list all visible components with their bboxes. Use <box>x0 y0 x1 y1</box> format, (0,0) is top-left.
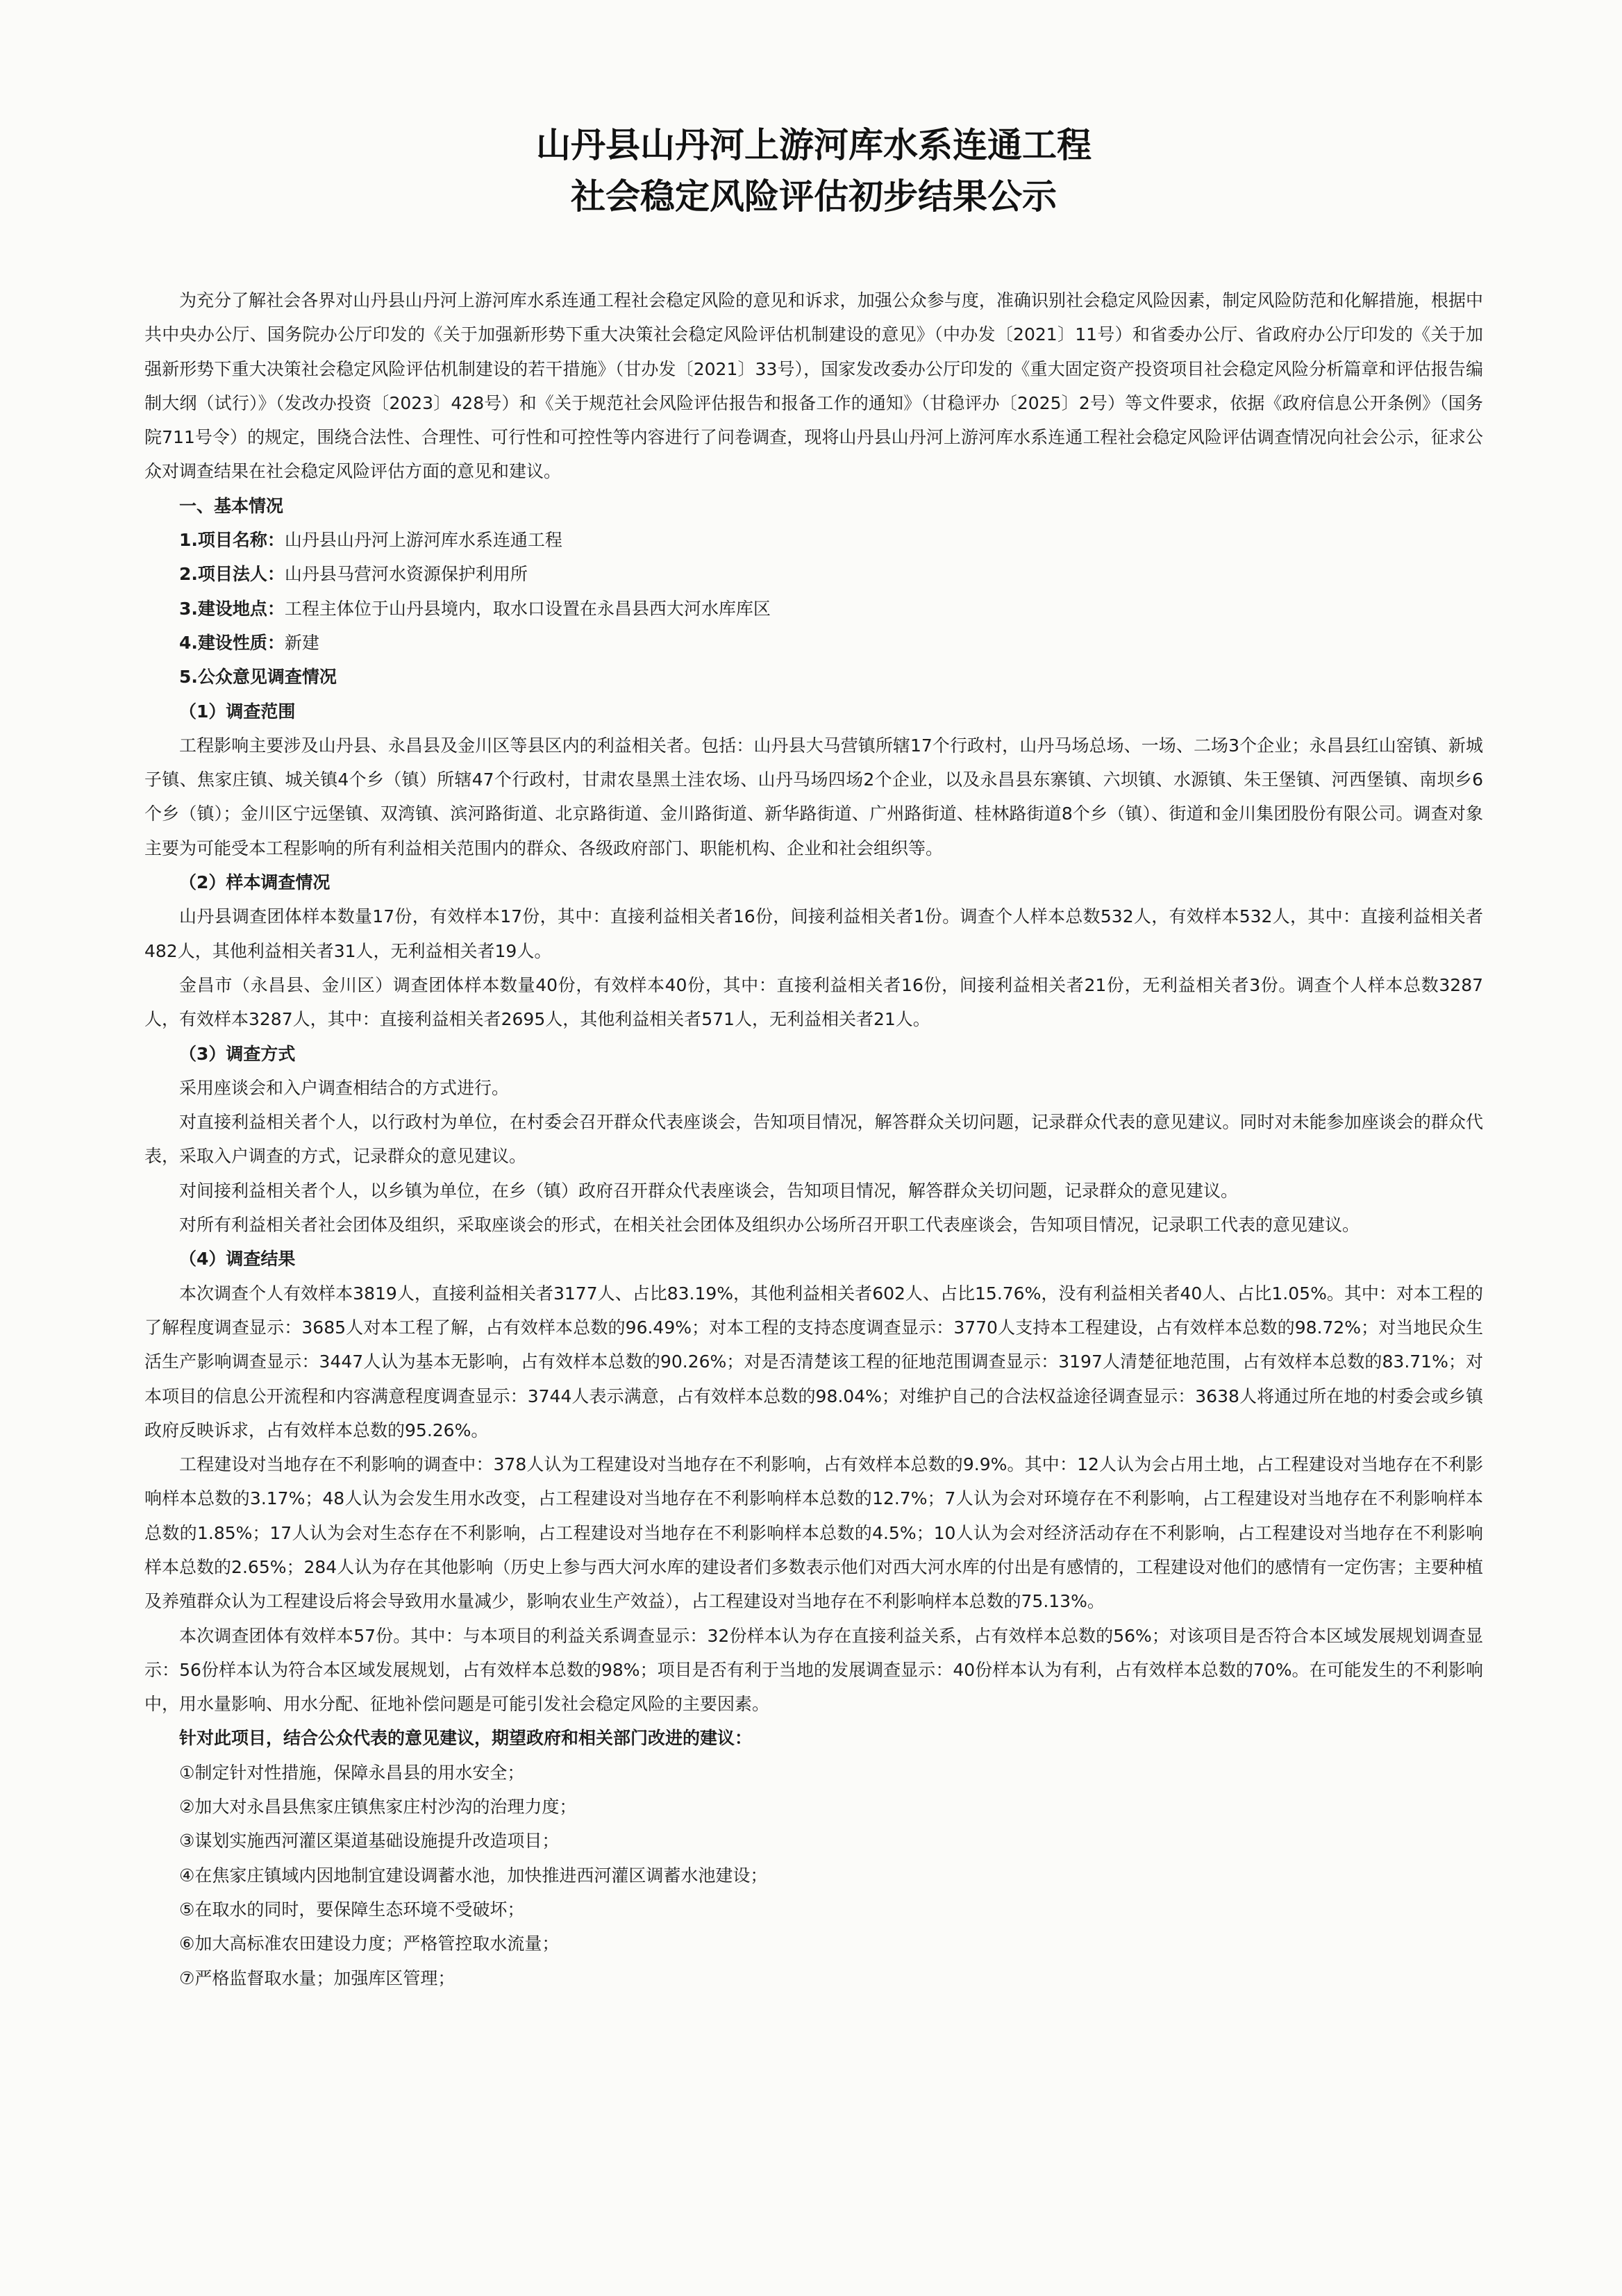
document-body <box>144 283 1483 1995</box>
info-label: 3.建设地点： <box>179 598 285 619</box>
sample-heading: （2）样本调查情况 <box>179 872 331 893</box>
info-value: 工程主体位于山丹县境内，取水口设置在永昌县西大河水库库区 <box>284 598 771 619</box>
info-value: 新建 <box>284 632 319 653</box>
result-paragraph-1: 本次调查个人有效样本3819人，直接利益相关者3177人、占比83.19%，其他利益相关者602人、占比15.76%，没有利益相关者40人、占比1.05%。其中：对本工程的了解程度调查显示：3685人对本工程了解，占有效样本总数的96.49%；对本工程的支持态度调查显示：3770人支持本工程建设，占有效样本总数的98.72%；对当地民众生活生产影响调查显示：3447人认为基本无影响，占有效样本总数的90.26%；对是否清楚该工程的征地范围调查显示：3197人清楚征地范围，占有效样本总数的83.71%；对本项目的信息公开流程和内容满意程度调查显示：3744人表示满意，占有效样本总数的98.04%；对维护自己的合法权益途径调查显示：3638人将通过所在地的村委会或乡镇政府反映诉求，占有效样本总数的95.26%。 <box>144 1283 1483 1440</box>
info-nature <box>144 626 1483 660</box>
suggestion-item: ④在焦家庄镇域内因地制宜建设调蓄水池，加快推进西河灌区调蓄水池建设； <box>179 1865 768 1886</box>
info-project-owner <box>144 557 1483 591</box>
scope-paragraph: 工程影响主要涉及山丹县、永昌县及金川区等县区内的利益相关者。包括：山丹县大马营镇所辖17个行政村，山丹马场总场、一场、二场3个企业；永昌县红山窑镇、新城子镇、焦家庄镇、城关镇4个乡（镇）所辖47个行政村，甘肃农垦黑土洼农场、山丹马场四场2个企业，以及永昌县东寨镇、六坝镇、水源镇、朱王堡镇、河西堡镇、南坝乡6个乡（镇）；金川区宁远堡镇、双湾镇、滨河路街道、北京路街道、金川路街道、新华路街道、广州路街道、桂林路街道8个乡（镇）、街道和金川集团股份有限公司。调查对象主要为可能受本工程影响的所有利益相关范围内的群众、各级政府部门、职能机构、企业和社会组织等。 <box>144 735 1483 858</box>
suggestions-lead: 针对此项目，结合公众代表的意见建议，期望政府和相关部门改进的建议： <box>179 1728 753 1749</box>
method-paragraph-1: 采用座谈会和入户调查相结合的方式进行。 <box>179 1077 510 1098</box>
method-paragraph-2: 对直接利益相关者个人，以行政村为单位，在村委会召开群众代表座谈会，告知项目情况，解答群众关切问题，记录群众代表的意见建议。同时对未能参加座谈会的群众代表，采取入户调查的方式，记录群众的意见建议。 <box>144 1112 1483 1167</box>
title-block <box>144 119 1483 222</box>
info-label: 1.项目名称： <box>179 530 285 551</box>
suggestion-item: ③谋划实施西河灌区渠道基础设施提升改造项目； <box>179 1831 560 1852</box>
info-label: 4.建设性质： <box>179 632 285 653</box>
result-paragraph-3: 本次调查团体有效样本57份。其中：与本项目的利益关系调查显示：32份样本认为存在直接利益关系，占有效样本总数的56%；对该项目是否符合本区域发展规划调查显示：56份样本认为符合本区域发展规划，占有效样本总数的98%；项目是否有利于当地的发展调查显示：40份样本认为有利，占有效样本总数的70%。在可能发生的不利影响中，用水量影响、用水分配、征地补偿问题是可能引发社会稳定风险的主要因素。 <box>144 1625 1483 1715</box>
suggestion-item: ①制定针对性措施，保障永昌县的用水安全； <box>179 1762 525 1783</box>
info-location <box>144 592 1483 626</box>
method-heading: （3）调查方式 <box>179 1043 296 1064</box>
scope-heading: （1）调查范围 <box>179 701 296 722</box>
sample-paragraph-jinchang: 金昌市（永昌县、金川区）调查团体样本数量40份，有效样本40份，其中：直接利益相关者16份，间接利益相关者21份，无利益相关者3份。调查个人样本总数3287人，有效样本3287人，其中：直接利益相关者2695人，其他利益相关者571人，无利益相关者21人。 <box>144 974 1483 1030</box>
info-survey-heading: 5.公众意见调查情况 <box>179 667 337 688</box>
sample-paragraph-shandan: 山丹县调查团体样本数量17份，有效样本17份，其中：直接利益相关者16份，间接利益相关者1份。调查个人样本总数532人，有效样本532人，其中：直接利益相关者482人，其他利益相关者31人，无利益相关者19人。 <box>144 906 1483 961</box>
suggestion-item: ⑥加大高标准农田建设力度；严格管控取水流量； <box>179 1933 560 1954</box>
suggestion-item: ⑤在取水的同时，要保障生态环境不受破坏； <box>179 1899 525 1920</box>
info-label: 2.项目法人： <box>179 564 285 585</box>
info-value: 山丹县马营河水资源保护利用所 <box>284 564 528 585</box>
suggestion-item: ⑦严格监督取水量；加强库区管理； <box>179 1968 455 1988</box>
method-paragraph-3: 对间接利益相关者个人，以乡镇为单位，在乡（镇）政府召开群众代表座谈会，告知项目情况，解答群众关切问题，记录群众的意见建议。 <box>179 1180 1239 1201</box>
intro-paragraph: 为充分了解社会各界对山丹县山丹河上游河库水系连通工程社会稳定风险的意见和诉求，加强公众参与度，准确识别社会稳定风险因素，制定风险防范和化解措施，根据中共中央办公厅、国务院办公厅印发的《关于加强新形势下重大决策社会稳定风险评估机制建设的意见》（中办发〔2021〕11号）和省委办公厅、省政府办公厅印发的《关于加强新形势下重大决策社会稳定风险评估机制建设的若干措施》（甘办发〔2021〕33号），国家发改委办公厅印发的《重大固定资产投资项目社会稳定风险分析篇章和评估报告编制大纲（试行）》（发改办投资〔2023〕428号）和《关于规范社会风险评估报告和报备工作的通知》（甘稳评办〔2025〕2号）等文件要求，依据《政府信息公开条例》（国务院711号令）的规定，围绕合法性、合理性、可行性和可控性等内容进行了问卷调查，现将山丹县山丹河上游河库水系连通工程社会稳定风险评估调查情况向社会公示，征求公众对调查结果在社会稳定风险评估方面的意见和建议。 <box>144 290 1483 482</box>
info-project-name <box>144 523 1483 557</box>
method-paragraph-4: 对所有利益相关者社会团体及组织，采取座谈会的形式，在相关社会团体及组织办公场所召开职工代表座谈会，告知项目情况，记录职工代表的意见建议。 <box>179 1215 1360 1236</box>
result-paragraph-2: 工程建设对当地存在不利影响的调查中：378人认为工程建设对当地存在不利影响，占有效样本总数的9.9%。其中：12人认为会占用土地，占工程建设对当地存在不利影响样本总数的3.17%；48人认为会发生用水改变，占工程建设对当地存在不利影响样本总数的12.7%；7人认为会对环境存在不利影响，占工程建设对当地存在不利影响样本总数的1.85%；17人认为会对生态存在不利影响，占工程建设对当地存在不利影响样本总数的4.5%；10人认为会对经济活动存在不利影响，占工程建设对当地存在不利影响样本总数的2.65%；284人认为存在其他影响（历史上参与西大河水库的建设者们多数表示他们对西大河水库的付出是有感情的，工程建设对他们的感情有一定伤害；主要种植及养殖群众认为工程建设后将会导致用水量减少，影响农业生产效益），占工程建设对当地存在不利影响样本总数的75.13%。 <box>144 1454 1483 1612</box>
section-basic-info-heading: 一、基本情况 <box>179 495 284 516</box>
title-line-2: 社会稳定风险评估初步结果公示 <box>571 176 1057 217</box>
title-line-1: 山丹县山丹河上游河库水系连通工程 <box>536 124 1092 165</box>
result-heading: （4）调查结果 <box>179 1249 296 1270</box>
suggestion-item: ②加大对永昌县焦家庄镇焦家庄村沙沟的治理力度； <box>179 1797 577 1817</box>
info-value: 山丹县山丹河上游河库水系连通工程 <box>284 530 562 551</box>
